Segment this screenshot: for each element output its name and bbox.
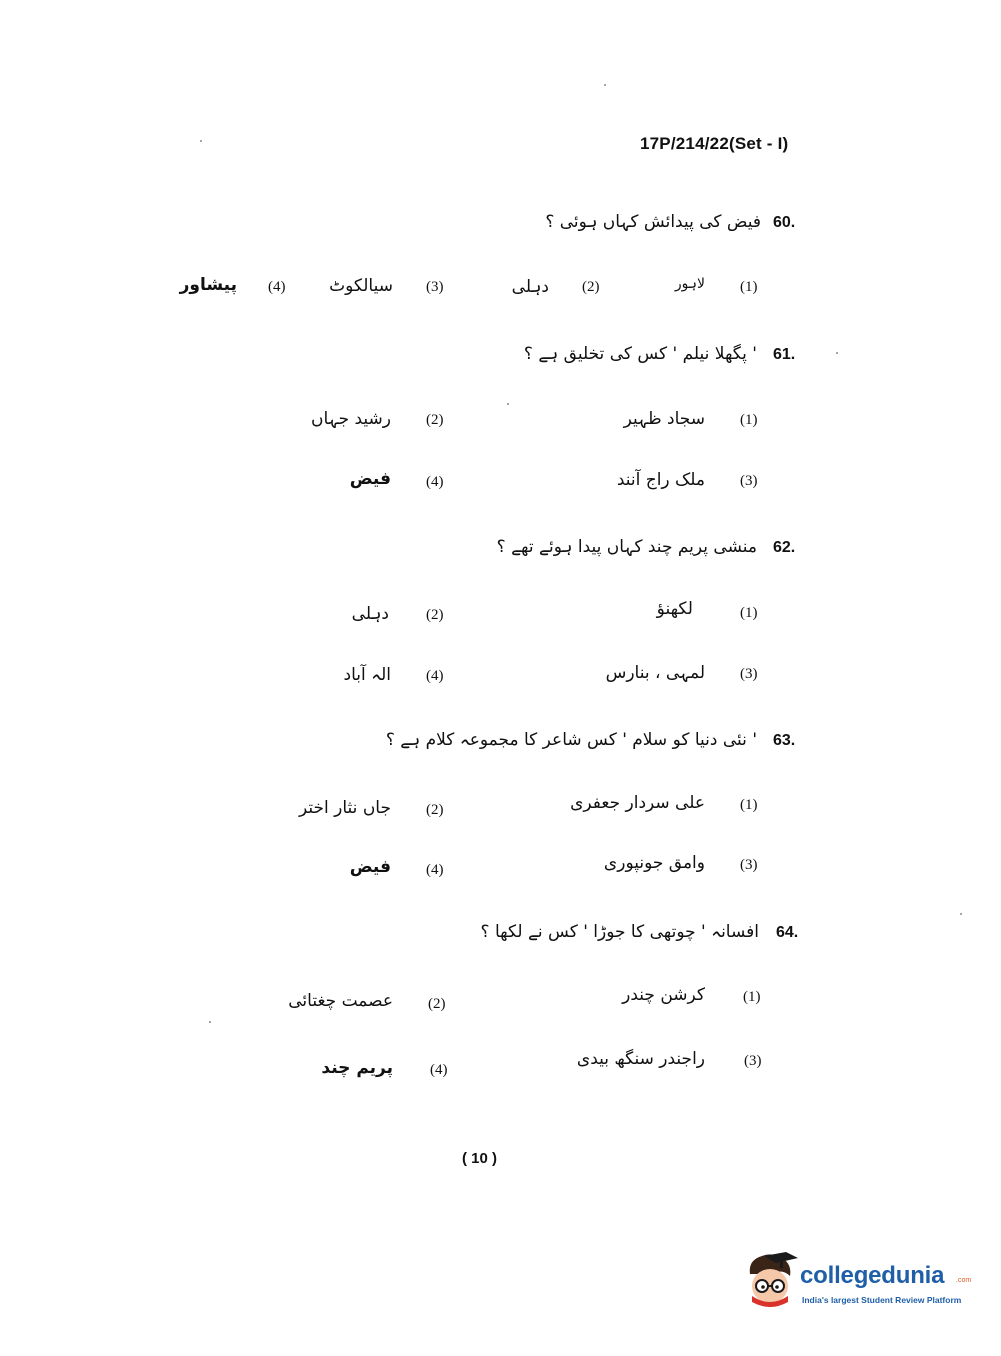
question-number: 64. bbox=[776, 924, 799, 941]
option-label: (4) bbox=[430, 1062, 448, 1078]
option-label: (4) bbox=[426, 862, 444, 878]
paper-code: 17P/214/22(Set - I) bbox=[640, 134, 789, 153]
option-label: (2) bbox=[582, 279, 600, 295]
option-text: لاہور bbox=[674, 276, 705, 292]
question-text: افسانہ ' چوتھی کا جوڑا ' کس نے لکھا ؟ bbox=[480, 922, 759, 942]
question-number: 63. bbox=[773, 732, 796, 749]
option-label: (4) bbox=[268, 279, 286, 295]
scan-dot bbox=[604, 84, 606, 86]
scan-dot bbox=[836, 352, 838, 354]
option-text: علی سردار جعفری bbox=[570, 793, 705, 813]
option-label: (2) bbox=[428, 996, 446, 1012]
option-text: پریم چند bbox=[321, 1058, 393, 1078]
option-text: لمہی ، بنارس bbox=[605, 663, 705, 683]
scan-dot bbox=[960, 913, 962, 915]
page-number: ( 10 ) bbox=[462, 1150, 498, 1167]
option-text: الہ آباد bbox=[343, 665, 391, 685]
question-text: ' پگھلا نیلم ' کس کی تخلیق ہے ؟ bbox=[523, 344, 757, 364]
question-number: 61. bbox=[773, 346, 796, 363]
option-text: وامق جونپوری bbox=[603, 853, 705, 873]
option-label: (3) bbox=[426, 279, 444, 295]
option-text: فیض bbox=[349, 469, 391, 489]
option-text: راجندر سنگھ بیدی bbox=[576, 1049, 705, 1069]
option-label: (1) bbox=[740, 797, 758, 813]
logo-tagline: India's largest Student Review Platform bbox=[802, 1295, 962, 1305]
option-label: (1) bbox=[743, 989, 761, 1005]
option-text: سجاد ظہیر bbox=[623, 409, 705, 429]
option-label: (3) bbox=[740, 857, 758, 873]
option-text: پیشاور bbox=[179, 275, 237, 295]
option-text: دہلی bbox=[511, 277, 549, 297]
student-mascot-icon bbox=[742, 1250, 798, 1308]
option-text: دہلی bbox=[351, 604, 389, 624]
option-text: کرشن چندر bbox=[622, 985, 705, 1005]
option-label: (3) bbox=[740, 666, 758, 682]
option-text: جاں نثار اختر bbox=[299, 798, 391, 818]
logo-wordmark: collegedunia bbox=[800, 1262, 945, 1289]
scan-dot bbox=[507, 403, 509, 405]
scan-dot bbox=[200, 140, 202, 142]
option-text: رشید جہاں bbox=[310, 409, 391, 429]
option-label: (2) bbox=[426, 607, 444, 623]
option-label: (2) bbox=[426, 412, 444, 428]
option-label: (2) bbox=[426, 802, 444, 818]
question-text: ' نئی دنیا کو سلام ' کس شاعر کا مجموعہ کلام ہے ؟ bbox=[385, 730, 757, 750]
question-text: منشی پریم چند کہاں پیدا ہوئے تھے ؟ bbox=[496, 537, 757, 557]
logo-suffix: .com bbox=[956, 1277, 972, 1284]
option-label: (1) bbox=[740, 279, 758, 295]
question-text: فیض کی پیدائش کہاں ہوئی ؟ bbox=[545, 212, 761, 232]
option-label: (4) bbox=[426, 668, 444, 684]
option-label: (1) bbox=[740, 605, 758, 621]
option-text: سیالکوٹ bbox=[329, 276, 393, 296]
option-label: (3) bbox=[740, 473, 758, 489]
option-label: (1) bbox=[740, 412, 758, 428]
option-label: (4) bbox=[426, 474, 444, 490]
scan-dot bbox=[209, 1021, 211, 1023]
question-number: 62. bbox=[773, 539, 796, 556]
question-number: 60. bbox=[773, 214, 796, 231]
option-text: ملک راج آنند bbox=[616, 470, 705, 490]
option-text: لکھنؤ bbox=[656, 599, 693, 619]
option-label: (3) bbox=[744, 1053, 762, 1069]
option-text: فیض bbox=[349, 857, 391, 877]
option-text: عصمت چغتائی bbox=[288, 991, 393, 1011]
